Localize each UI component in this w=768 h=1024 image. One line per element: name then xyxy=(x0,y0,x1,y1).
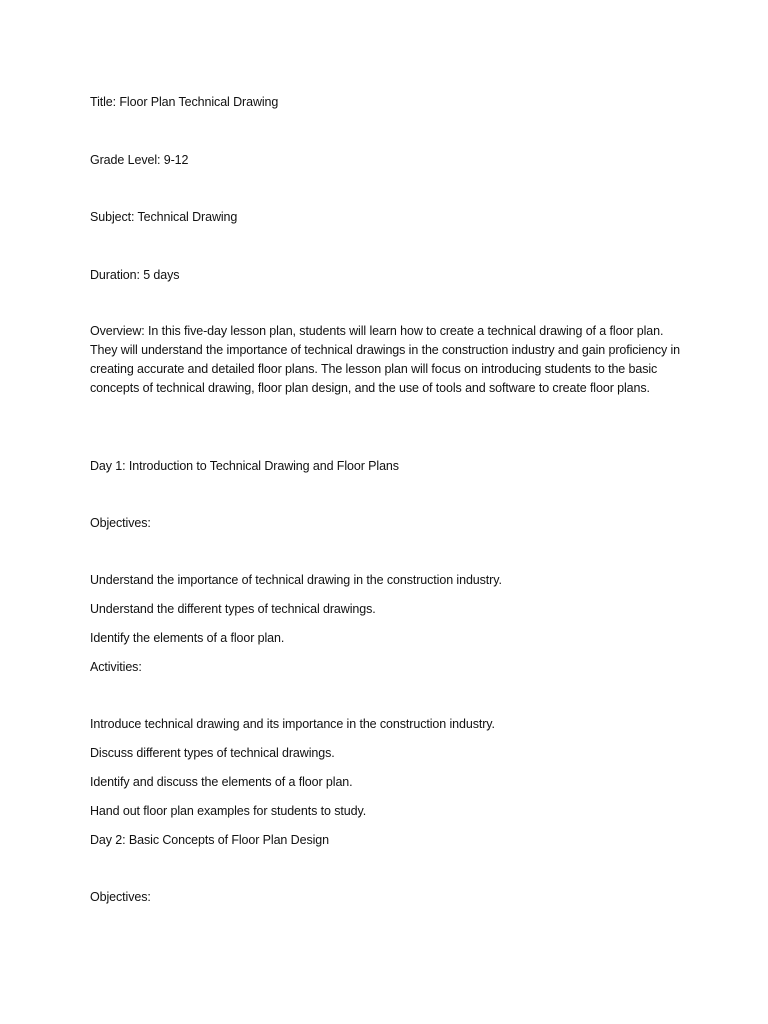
day1-activity-item: Introduce technical drawing and its importance in the construction industry. xyxy=(90,717,495,731)
grade-level-line: Grade Level: 9-12 xyxy=(90,153,189,167)
day2-objectives-label: Objectives: xyxy=(90,890,151,904)
day1-objective-item: Understand the different types of technical drawings. xyxy=(90,602,376,616)
day1-activity-item: Hand out floor plan examples for students to study. xyxy=(90,804,367,818)
overview-paragraph: Overview: In this five-day lesson plan, students will learn how to create a technical drawing of a floor plan. They will understand the importance of technical drawings in the construction industry and gain proficiency in creating accurate and detailed floor plans. The lesson plan will focus on introducing students to the basic concepts of technical drawing, floor plan design, and the use of tools and software to create floor plans. xyxy=(90,324,681,395)
subject-line: Subject: Technical Drawing xyxy=(90,210,238,224)
day1-activity-item: Discuss different types of technical drawings. xyxy=(90,746,335,760)
day1-objectives-label: Objectives: xyxy=(90,516,151,530)
day1-activities-label: Activities: xyxy=(90,660,142,674)
day1-heading: Day 1: Introduction to Technical Drawing and Floor Plans xyxy=(90,459,399,473)
title-line: Title: Floor Plan Technical Drawing xyxy=(90,95,279,109)
duration-line: Duration: 5 days xyxy=(90,268,180,282)
day1-activity-item: Identify and discuss the elements of a floor plan. xyxy=(90,775,353,789)
day1-objective-item: Understand the importance of technical drawing in the construction industry. xyxy=(90,573,502,587)
day2-heading: Day 2: Basic Concepts of Floor Plan Design xyxy=(90,833,329,847)
day1-objective-item: Identify the elements of a floor plan. xyxy=(90,631,285,645)
